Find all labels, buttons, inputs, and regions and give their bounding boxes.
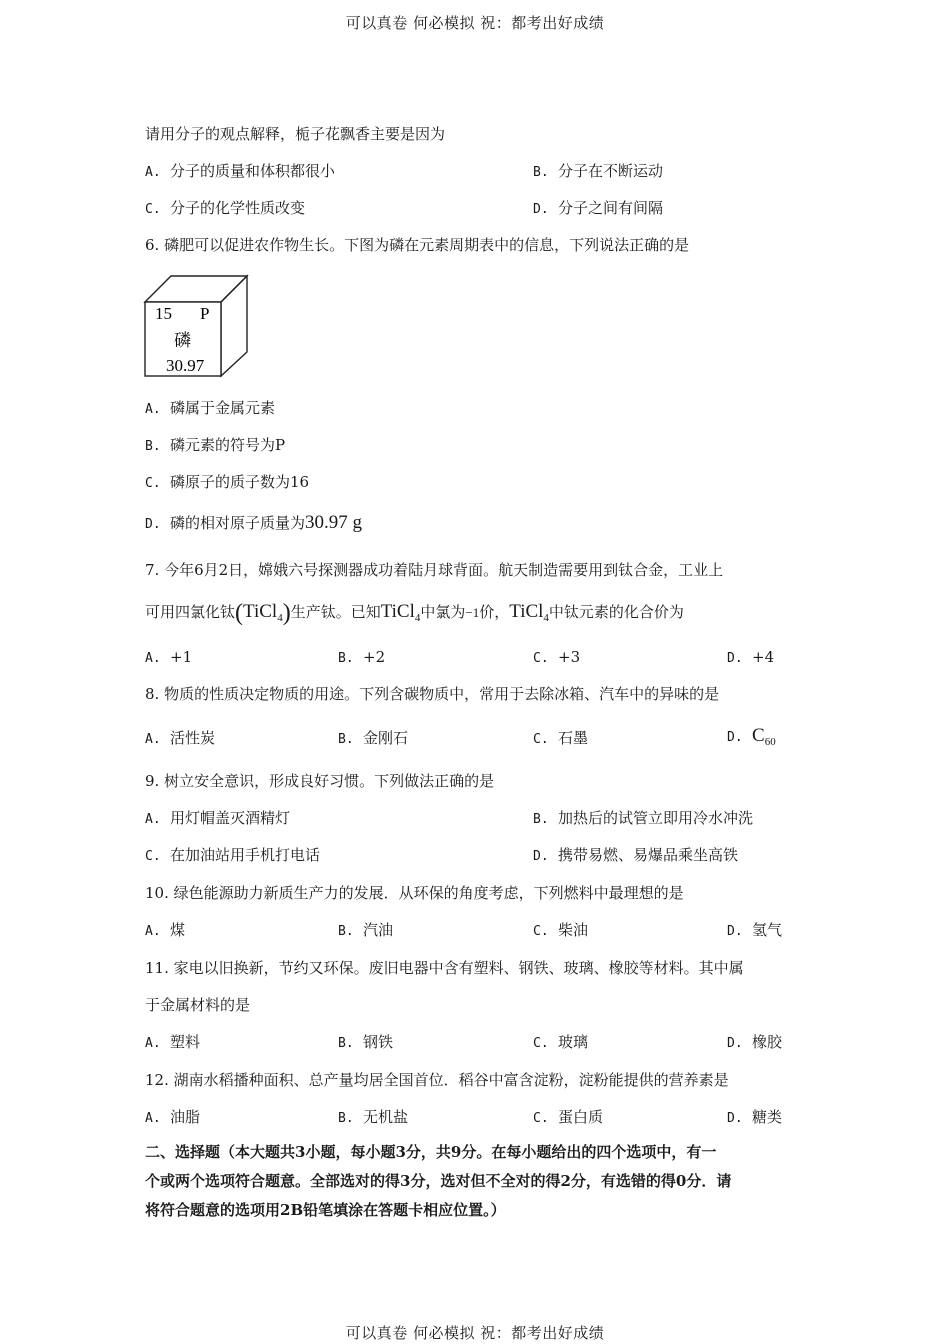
cube-top-face (145, 276, 247, 302)
q10-option-d[interactable] (727, 920, 782, 942)
option-letter: D. (727, 924, 743, 939)
q12-option-a[interactable] (145, 1107, 200, 1129)
q9-stem: 9. 树立安全意识，形成良好习惯。下列做法正确的是 (145, 772, 495, 790)
q10-option-a[interactable] (145, 920, 185, 942)
option-letter: B. (338, 651, 354, 666)
q9-option-d[interactable] (533, 845, 738, 867)
option-text: 磷原子的质子数为16 (170, 473, 310, 491)
c60-subscript: 60 (764, 736, 776, 748)
option-text: 玻璃 (558, 1033, 589, 1051)
option-text: +4 (752, 648, 775, 666)
option-text: 塑料 (170, 1033, 201, 1051)
option-letter: D. (145, 517, 161, 532)
option-letter: D. (727, 1111, 743, 1126)
option-letter: A. (145, 402, 161, 417)
atomic-mass: 30.97 (166, 356, 205, 375)
q8-option-c[interactable] (533, 728, 588, 750)
q7-option-c[interactable] (533, 647, 580, 669)
q7-stem-line2 (145, 602, 684, 628)
option-letter: C. (533, 732, 549, 747)
option-text: 分子的质量和体积都很小 (170, 162, 336, 180)
option-text: 在加油站用手机打电话 (170, 846, 321, 864)
option-letter: B. (338, 732, 354, 747)
option-letter: C. (145, 849, 161, 864)
q7-option-d[interactable] (727, 647, 774, 669)
option-letter: C. (145, 476, 161, 491)
q9-option-b[interactable] (533, 808, 753, 830)
element-cell-diagram (143, 274, 251, 380)
section2-heading-line1: 二、选择题（本大题共3小题，每小题3分，共9分。在每小题给出的四个选项中，有一 (145, 1143, 717, 1161)
option-text: 携带易燃、易爆品乘坐高铁 (558, 846, 739, 864)
option-text: 磷元素的符号为P (170, 436, 286, 454)
q7-text: 价， (479, 603, 510, 621)
option-text: 无机盐 (363, 1108, 409, 1126)
option-text: 分子在不断运动 (558, 162, 664, 180)
q11-option-b[interactable] (338, 1032, 393, 1054)
option-text: 加热后的试管立即用冷水冲洗 (558, 809, 754, 827)
q7-option-a[interactable] (145, 647, 192, 669)
q6-option-d[interactable] (145, 513, 362, 535)
q5-option-c[interactable] (145, 198, 305, 220)
formula-subscript: 4 (277, 612, 283, 624)
q6-stem: 6. 磷肥可以促进农作物生长。下图为磷在元素周期表中的信息，下列说法正确的是 (145, 236, 690, 254)
section2-heading-line3: 将符合题意的选项用2B铅笔填涂在答题卡相应位置。） (145, 1201, 506, 1219)
formula-subscript: 4 (414, 612, 421, 624)
option-text: 活性炭 (170, 729, 216, 747)
q7-option-b[interactable] (338, 647, 385, 669)
atomic-number: 15 (155, 304, 172, 323)
q12-option-d[interactable] (727, 1107, 782, 1129)
page-header: 可以真卷 何必模拟 祝：都考出好成绩 (345, 14, 605, 32)
q7-text: 中氯为 (420, 603, 466, 621)
option-text: +1 (170, 648, 193, 666)
q10-stem: 10. 绿色能源助力新质生产力的发展．从环保的角度考虑，下列燃料中最理想的是 (145, 884, 684, 902)
q5-option-d[interactable] (533, 198, 663, 220)
q10-option-c[interactable] (533, 920, 588, 942)
option-letter: A. (145, 651, 161, 666)
option-text: 蛋白质 (558, 1108, 604, 1126)
option-letter: D. (727, 730, 743, 745)
q9-option-c[interactable] (145, 845, 320, 867)
option-text: 柴油 (558, 921, 589, 939)
q7-text: 生产钛。已知 (290, 603, 381, 621)
valence-value: −1 (465, 605, 480, 620)
element-name: 磷 (174, 331, 191, 351)
option-text: +2 (363, 648, 386, 666)
option-text: 用灯帽盖灭酒精灯 (170, 809, 291, 827)
option-text: 橡胶 (752, 1033, 783, 1051)
q6-option-c[interactable] (145, 472, 309, 494)
q8-option-b[interactable] (338, 728, 408, 750)
c60-formula: C (752, 725, 765, 746)
q11-stem-line1: 11. 家电以旧换新，节约又环保。废旧电器中含有塑料、钢铁、玻璃、橡胶等材料。其中属 (145, 959, 744, 977)
q7-stem-line1: 7. 今年6月2日，嫦娥六号探测器成功着陆月球背面。航天制造需要用到钛合金，工业上 (145, 561, 724, 579)
option-letter: B. (338, 1036, 354, 1051)
q8-stem: 8. 物质的性质决定物质的用途。下列含碳物质中，常用于去除冰箱、汽车中的异味的是 (145, 685, 720, 703)
close-paren: ) (282, 600, 291, 626)
option-letter: B. (338, 1111, 354, 1126)
option-text: +3 (558, 648, 581, 666)
q7-text: 中钛元素的化合价为 (548, 603, 684, 621)
q12-stem: 12. 湖南水稻播种面积、总产量均居全国首位．稻谷中富含淀粉，淀粉能提供的营养素是 (145, 1071, 729, 1089)
option-text: 钢铁 (363, 1033, 394, 1051)
q10-option-b[interactable] (338, 920, 393, 942)
option-letter: D. (533, 202, 549, 217)
formula-ticl: TiCl (243, 601, 278, 622)
option-letter: C. (533, 1111, 549, 1126)
option-text: 磷属于金属元素 (170, 399, 276, 417)
option-letter: A. (145, 1111, 161, 1126)
atomic-mass-value: 30.97 g (305, 512, 363, 533)
option-letter: C. (145, 202, 161, 217)
q8-option-a[interactable] (145, 728, 215, 750)
option-letter: C. (533, 1036, 549, 1051)
option-letter: D. (727, 1036, 743, 1051)
option-text: 磷的相对原子质量为 (170, 514, 306, 532)
q6-option-a[interactable] (145, 398, 275, 420)
q5-option-a[interactable] (145, 161, 335, 183)
q11-option-d[interactable] (727, 1032, 782, 1054)
formula-subscript: 4 (543, 612, 549, 624)
q11-option-c[interactable] (533, 1032, 588, 1054)
q5-stem: 请用分子的观点解释，栀子花飘香主要是因为 (145, 125, 446, 143)
formula-ticl: TiCl (380, 601, 415, 622)
q11-stem-line2: 于金属材料的是 (145, 996, 251, 1014)
q5-option-b[interactable] (533, 161, 663, 183)
option-letter: D. (533, 849, 549, 864)
option-letter: D. (727, 651, 743, 666)
option-letter: A. (145, 812, 161, 827)
option-text: 汽油 (363, 921, 394, 939)
q9-option-a[interactable] (145, 808, 290, 830)
q12-option-b[interactable] (338, 1107, 408, 1129)
q12-option-c[interactable] (533, 1107, 603, 1129)
page-footer: 可以真卷 何必模拟 祝：都考出好成绩 (345, 1324, 605, 1342)
option-letter: A. (145, 165, 161, 180)
cube-side-face (221, 276, 247, 376)
option-letter: C. (533, 651, 549, 666)
q6-option-b[interactable] (145, 435, 285, 457)
formula-ticl: TiCl (509, 601, 544, 622)
option-letter: A. (145, 732, 161, 747)
q11-option-a[interactable] (145, 1032, 200, 1054)
q7-text: 可用四氯化钛 (145, 603, 236, 621)
option-text: 糖类 (752, 1108, 783, 1126)
option-text: 氢气 (752, 921, 783, 939)
q8-option-d[interactable] (727, 726, 776, 752)
option-letter: B. (533, 165, 549, 180)
option-letter: B. (338, 924, 354, 939)
option-text: 油脂 (170, 1108, 201, 1126)
section2-heading-line2: 个或两个选项符合题意。全部选对的得3分，选对但不全对的得2分，有选错的得0分．请 (145, 1172, 732, 1190)
element-symbol: P (200, 304, 210, 323)
option-letter: C. (533, 924, 549, 939)
option-text: 分子的化学性质改变 (170, 199, 306, 217)
option-text: 石墨 (558, 729, 589, 747)
option-letter: A. (145, 1036, 161, 1051)
option-text: 分子之间有间隔 (558, 199, 664, 217)
option-text: 金刚石 (363, 729, 409, 747)
option-letter: B. (533, 812, 549, 827)
option-text: 煤 (170, 921, 186, 939)
option-letter: B. (145, 439, 161, 454)
option-letter: A. (145, 924, 161, 939)
open-paren: ( (235, 600, 244, 626)
